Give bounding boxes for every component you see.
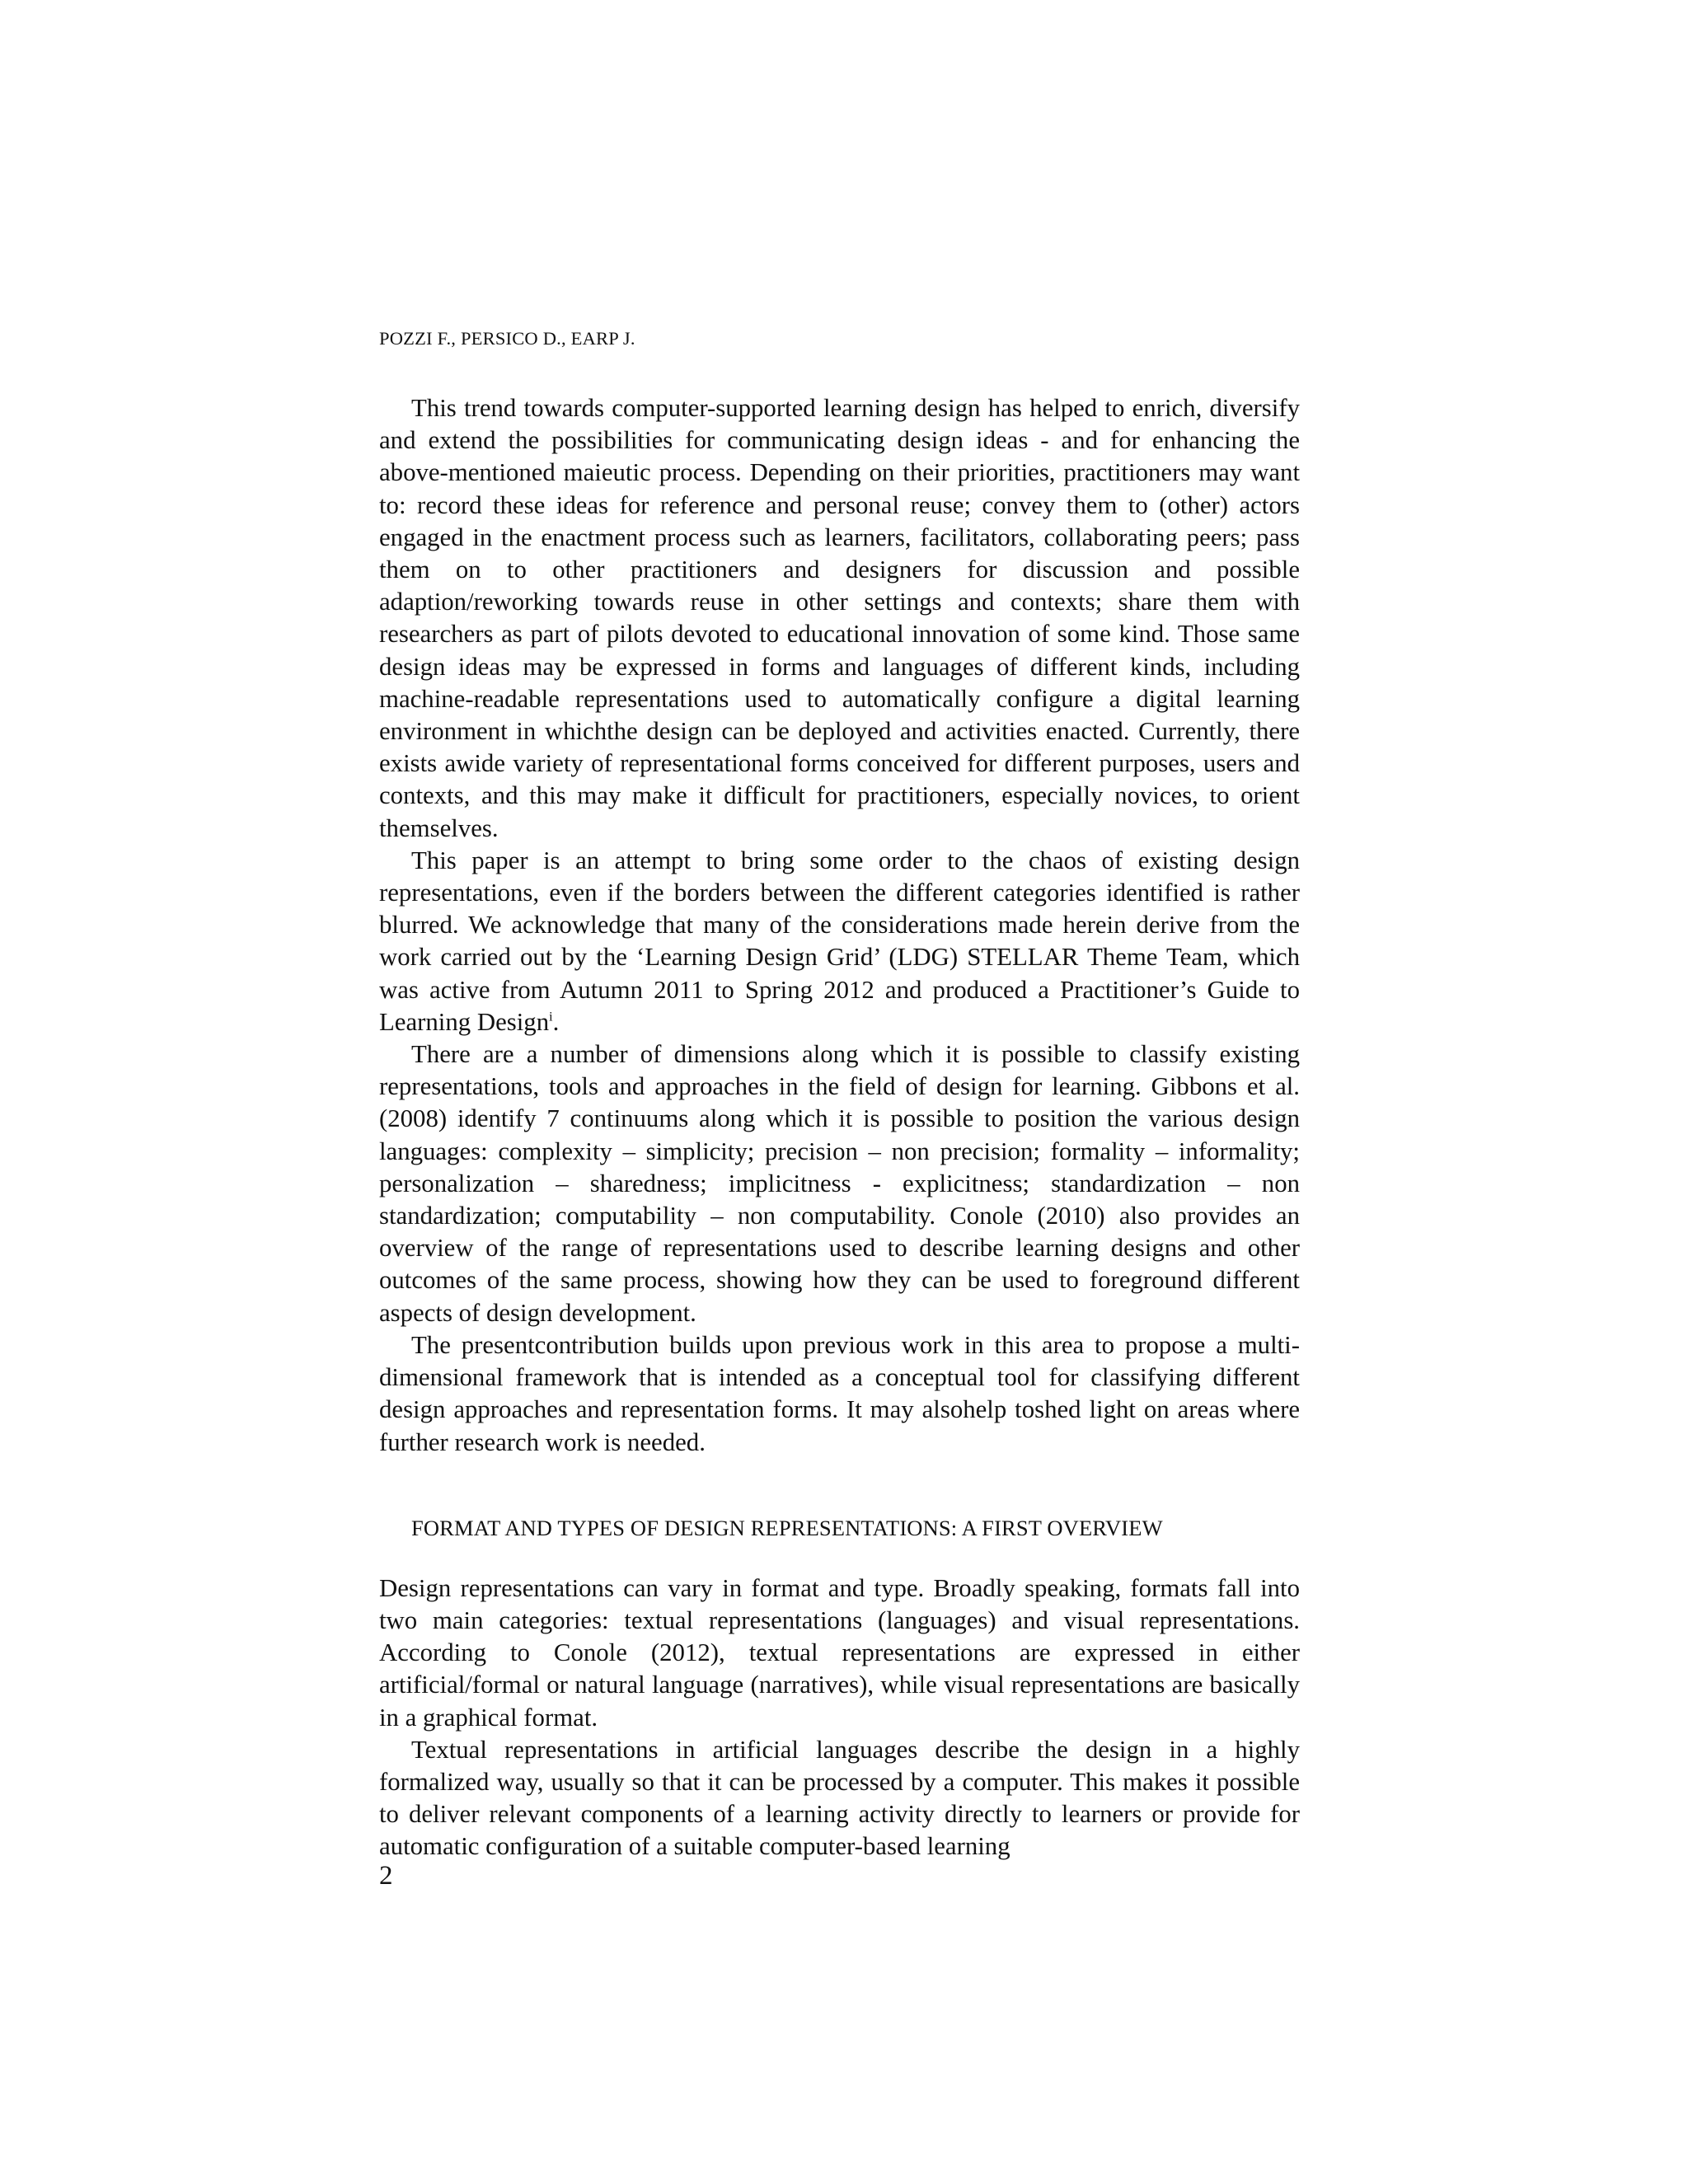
footnote-marker[interactable]: i: [549, 1010, 553, 1024]
paragraph-format: Design representations can vary in format and type. Broadly speaking, formats fall into two main categories: textual representations (languages) and visual representations. According to Conole (2012), textual representations are expressed in either artificial/formal or natural language (narratives), while visual representations are basically in a graphical format.: [379, 1573, 1300, 1732]
body-text: [379, 392, 1300, 1863]
section-heading: FORMAT AND TYPES OF DESIGN REPRESENTATIONS: A FIRST OVERVIEW: [411, 1515, 1163, 1540]
paragraph-ldg-text: This paper is an attempt to bring some order to the chaos of existing design representations, even if the borders between the different categories identified is rather blurred. We acknowledge that many of the considerations made herein derive from the work carried out by the ‘Learning Design Grid’ (LDG) STELLAR Theme Team, which was active from Autumn 2011 to Spring 2012 and produced a Practitioner’s Guide to Learning Design: [379, 846, 1300, 1036]
paragraph-ldg: [379, 845, 1300, 1038]
paragraph-contribution: The presentcontribution builds upon previous work in this area to propose a multi-dimensional framework that is intended as a conceptual tool for classifying different design approaches and representation forms. It may alsohelp toshed light on areas where further research work is needed.: [379, 1330, 1300, 1456]
paragraph-ldg-end: .: [552, 1007, 560, 1036]
running-head: POZZI F., PERSICO D., EARP J.: [379, 328, 635, 349]
page-number: 2: [379, 1861, 393, 1891]
paragraph-trend: This trend towards computer-supported learning design has helped to enrich, diversify and extend the possibilities for communicating design ideas - and for enhancing the above-mentioned maieutic process. Depending on their priorities, practitioners may want to: record these ideas for reference and personal reuse; convey them to (other) actors engaged in the enactment process such as learners, facilitators, collaborating peers; pass them on to other practitioners and designers for discussion and possible adaption/reworking towards reuse in other settings and contexts; share them with researchers as part of pilots devoted to educational innovation of some kind. Those same design ideas may be expressed in forms and languages of different kinds, including machine-readable representations used to automatically configure a digital learning environment in whichthe design can be deployed and activities enacted. Currently, there exists awide variety of representational forms conceived for different purposes, users and contexts, and this may make it difficult for practitioners, especially novices, to orient themselves.: [379, 394, 1300, 842]
paragraph-textual: Textual representations in artificial languages describe the design in a highly formalized way, usually so that it can be processed by a computer. This makes it possible to deliver relevant components of a learning activity directly to learners or provide for automatic configuration of a suitable computer-based learning: [379, 1735, 1300, 1861]
paragraph-dimensions: There are a number of dimensions along which it is possible to classify existing representations, tools and approaches in the field of design for learning. Gibbons et al. (2008) identify 7 continuums along which it is possible to position the various design languages: complexity – simplicity; precision – non precision; formality – informality; personalization – sharedness; implicitness - explicitness; standardization – non standardization; computability – non computability. Conole (2010) also provides an overview of the range of representations used to describe learning designs and other outcomes of the same process, showing how they can be used to foreground different aspects of design development.: [379, 1040, 1300, 1327]
